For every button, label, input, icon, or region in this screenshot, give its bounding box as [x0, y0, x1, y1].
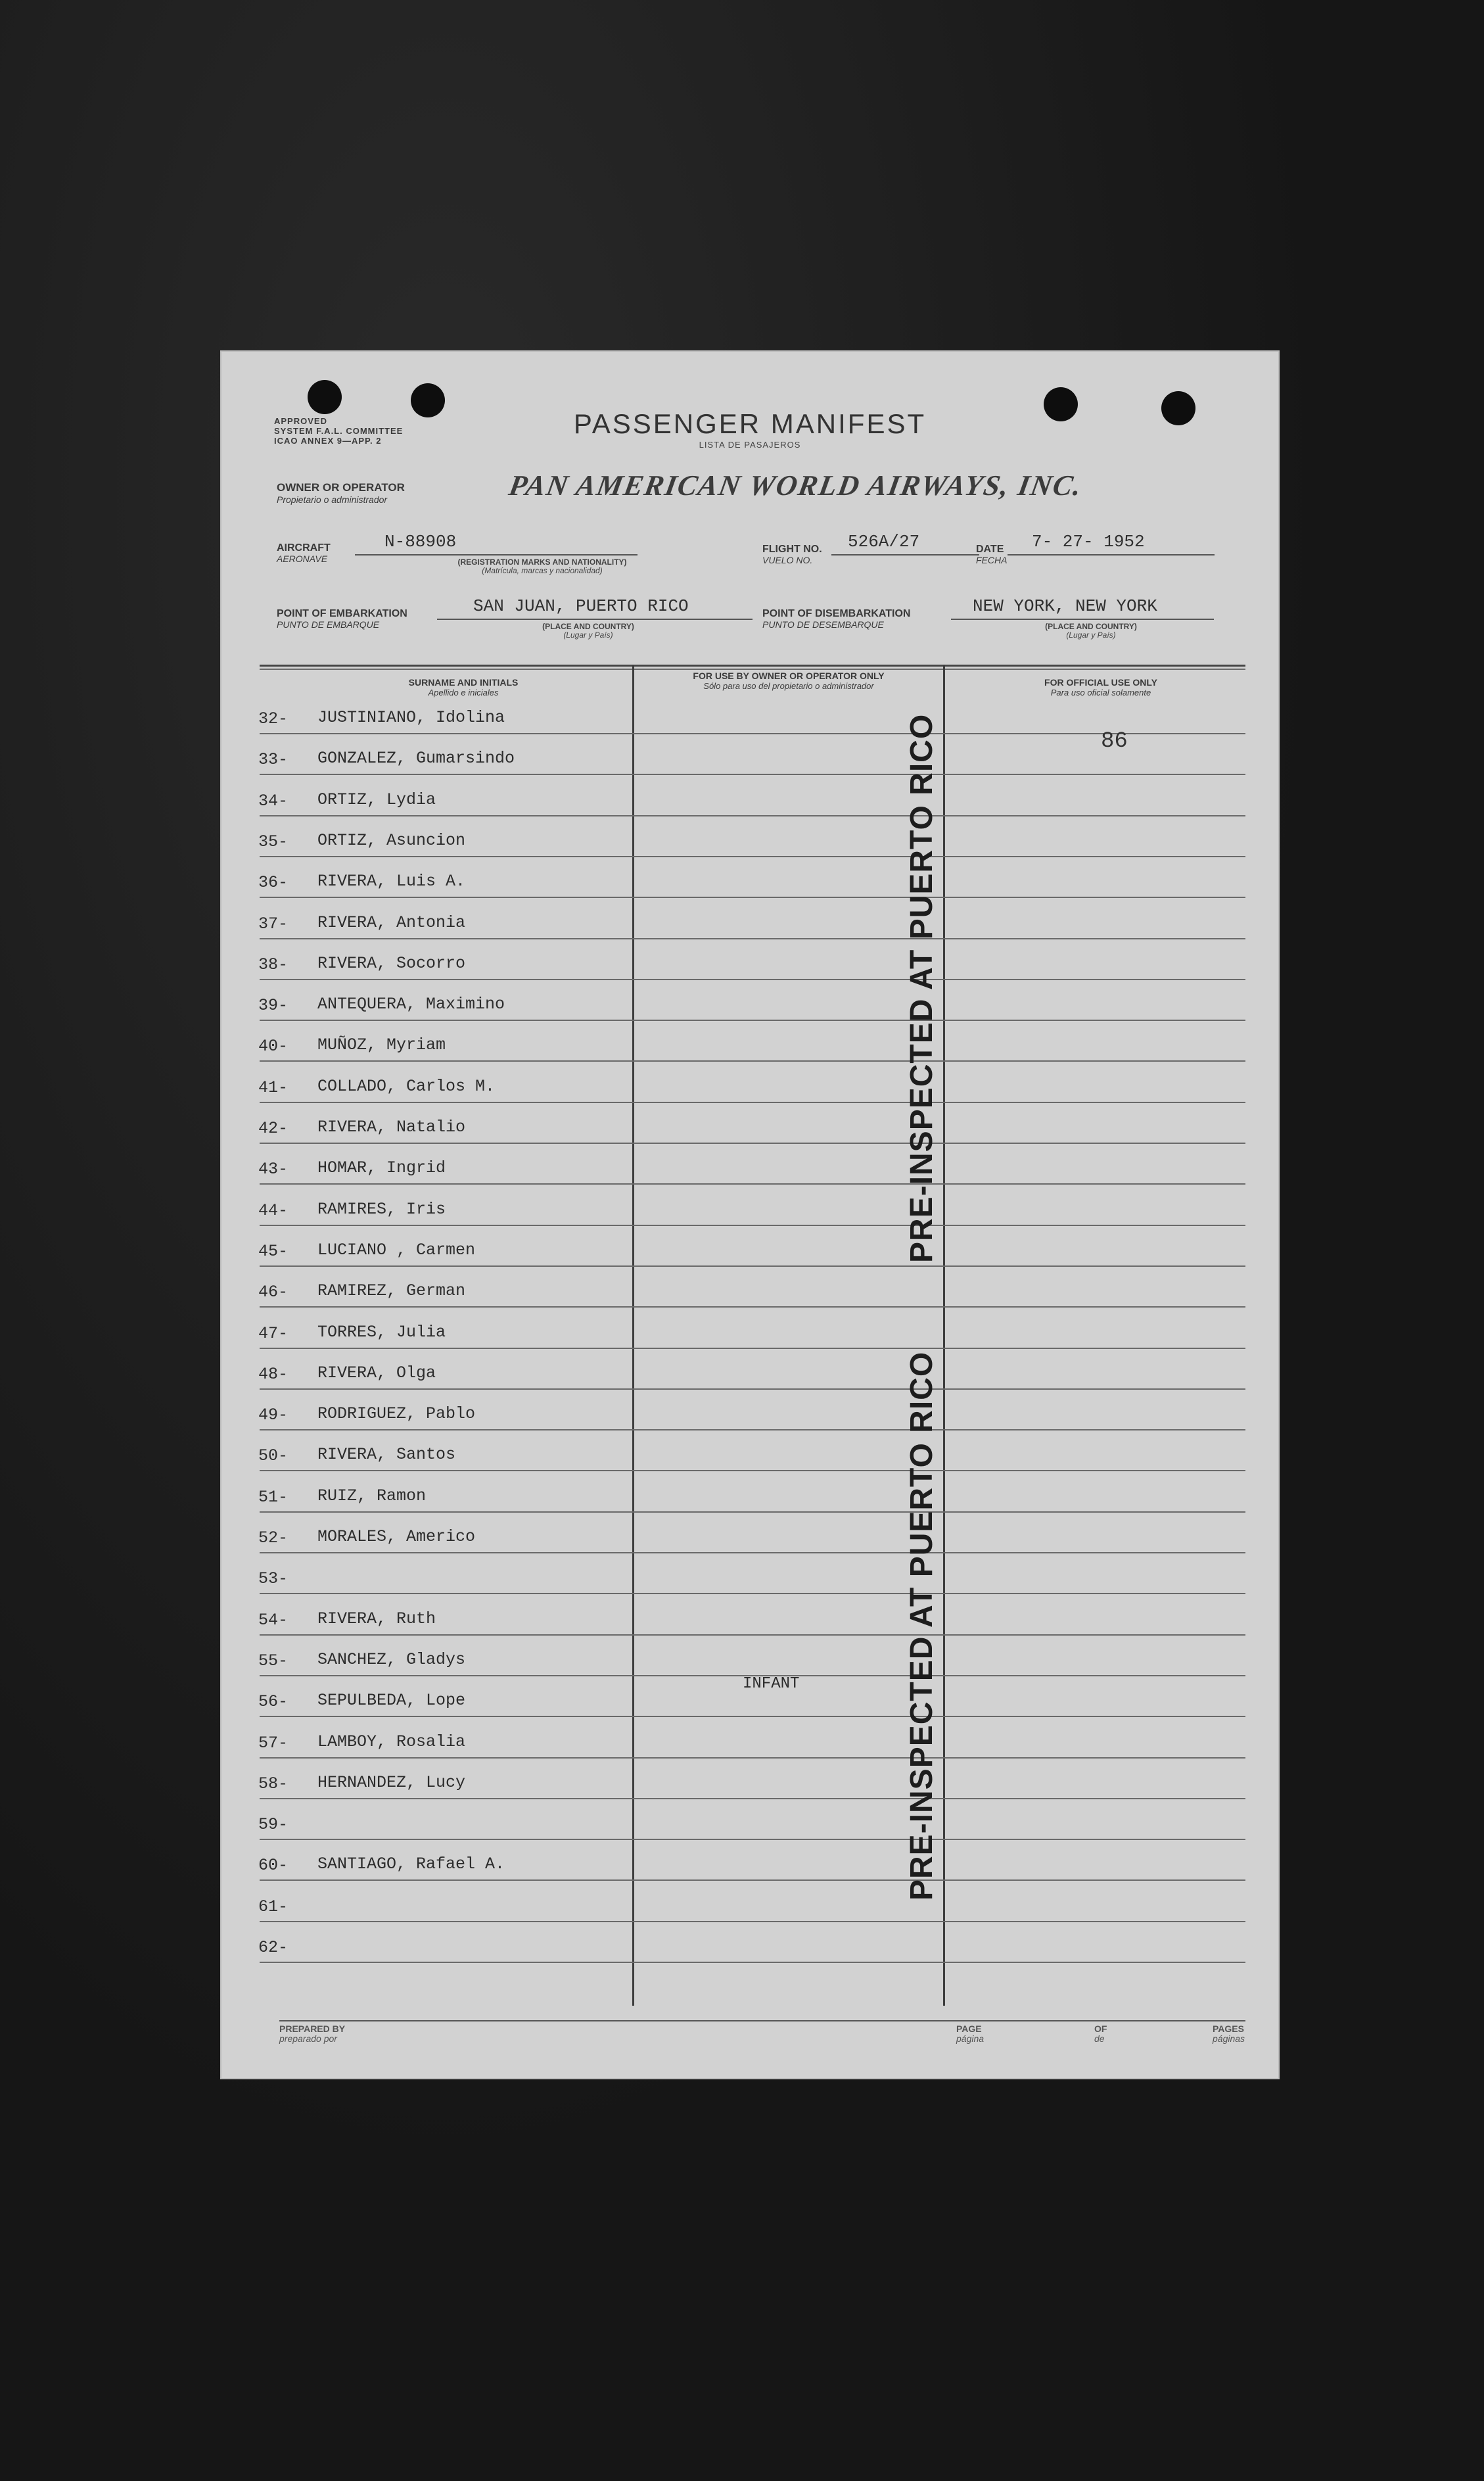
passenger-name: LUCIANO , Carmen [317, 1240, 476, 1260]
page-subtitle: LISTA DE PASAJEROS [699, 440, 801, 450]
row-number: 57- [258, 1734, 289, 1753]
row-rule [260, 1060, 1245, 1062]
passenger-name: COLLADO, Carlos M. [317, 1077, 496, 1096]
embarkation-underline [437, 619, 753, 620]
passenger-name: RUIZ, Ramon [317, 1486, 427, 1505]
manifest-document [220, 350, 1280, 2079]
row-number: 44- [258, 1201, 289, 1220]
row-rule [260, 1593, 1245, 1594]
row-rule [260, 1716, 1245, 1717]
row-number: 56- [258, 1692, 289, 1711]
row-number: 40- [258, 1037, 289, 1056]
page-title: PASSENGER MANIFEST [573, 408, 927, 439]
row-rule [260, 1306, 1245, 1308]
row-number: 37- [258, 914, 289, 933]
table-top-border [260, 665, 1245, 667]
row-number: 39- [258, 996, 289, 1015]
flight-underline [831, 554, 979, 555]
row-rule [260, 979, 1245, 980]
row-number: 34- [258, 792, 289, 811]
passenger-name: RIVERA, Socorro [317, 954, 466, 973]
row-number: 35- [258, 832, 289, 851]
passenger-name: ORTIZ, Asuncion [317, 831, 466, 850]
embarkation-value: SAN JUAN, PUERTO RICO [473, 596, 689, 616]
row-rule [260, 774, 1245, 775]
row-number: 62- [258, 1938, 289, 1957]
row-rule [260, 1552, 1245, 1553]
aircraft-underline [355, 554, 638, 555]
disembarkation-value: NEW YORK, NEW YORK [973, 596, 1157, 616]
passenger-name: MUÑOZ, Myriam [317, 1035, 446, 1054]
disembark-place-caption: (PLACE AND COUNTRY) (Lugar y País) [1045, 622, 1137, 640]
row-number: 45- [258, 1242, 289, 1261]
row-rule [260, 1839, 1245, 1840]
passenger-name: ORTIZ, Lydia [317, 790, 436, 809]
passenger-name: RIVERA, Natalio [317, 1118, 466, 1137]
passenger-name: RIVERA, Luis A. [317, 872, 466, 891]
date-value: 7- 27- 1952 [1032, 532, 1145, 552]
row-rule [260, 1143, 1245, 1144]
row-rule [260, 733, 1245, 734]
row-number: 43- [258, 1160, 289, 1179]
row-number: 51- [258, 1488, 289, 1507]
row-rule [260, 1962, 1245, 1963]
row-number: 48- [258, 1365, 289, 1384]
row-number: 33- [258, 750, 289, 769]
row-number: 42- [258, 1119, 289, 1138]
row-rule [260, 1183, 1245, 1185]
row-number: 53- [258, 1569, 289, 1588]
pages-label: PAGES páginas [1213, 2023, 1245, 2044]
official-column-header: FOR OFFICIAL USE ONLY Para uso oficial solamente [1044, 677, 1157, 697]
row-number: 36- [258, 873, 289, 892]
passenger-name: SANTIAGO, Rafael A. [317, 1855, 505, 1874]
row-rule [260, 1757, 1245, 1759]
passenger-name: JUSTINIANO, Idolina [317, 708, 505, 727]
flight-value: 526A/27 [848, 532, 920, 552]
pre-inspection-stamp: PRE-INSPECTED AT PUERTO RICO [904, 1351, 939, 1901]
passenger-name: RIVERA, Ruth [317, 1609, 436, 1628]
company-name: PAN AMERICAN WORLD AIRWAYS, INC. [506, 469, 1086, 502]
passenger-name: SANCHEZ, Gladys [317, 1650, 466, 1669]
row-rule [260, 1265, 1245, 1267]
passenger-name: SEPULBEDA, Lope [317, 1691, 466, 1710]
passenger-name: RAMIREZ, German [317, 1281, 466, 1300]
owner-note-infant: INFANT [743, 1675, 800, 1693]
official-number: 86 [1101, 729, 1128, 754]
approval-note: APPROVED SYSTEM F.A.L. COMMITTEE ICAO ANNEX 9—APP. 2 [274, 416, 404, 446]
row-number: 55- [258, 1651, 289, 1670]
passenger-name: RIVERA, Santos [317, 1445, 456, 1464]
row-number: 60- [258, 1856, 289, 1875]
registration-caption: (REGISTRATION MARKS AND NATIONALITY) (Matrícula, marcas y nacionalidad) [457, 557, 627, 575]
date-label: DATE FECHA [976, 544, 1008, 565]
passenger-table [260, 665, 1245, 2006]
row-number: 49- [258, 1406, 289, 1425]
passenger-name: TORRES, Julia [317, 1323, 446, 1342]
passenger-name: RIVERA, Antonia [317, 913, 466, 932]
row-rule [260, 856, 1245, 857]
row-rule [260, 1470, 1245, 1471]
prepared-by-label: PREPARED BY preparado por [279, 2023, 346, 2044]
row-number: 38- [258, 955, 289, 974]
row-number: 41- [258, 1078, 289, 1097]
row-rule [260, 1429, 1245, 1430]
row-number: 54- [258, 1611, 289, 1630]
aircraft-value: N-88908 [384, 532, 457, 552]
row-number: 58- [258, 1774, 289, 1793]
row-number: 59- [258, 1815, 289, 1834]
row-rule [260, 1798, 1245, 1799]
date-underline [1008, 554, 1215, 555]
column-divider [632, 665, 634, 2006]
row-rule [260, 1020, 1245, 1021]
flight-label: FLIGHT NO. VUELO NO. [762, 544, 822, 565]
embarkation-label: POINT OF EMBARKATION PUNTO DE EMBARQUE [277, 608, 407, 630]
passenger-name: ANTEQUERA, Maximino [317, 995, 505, 1014]
column-divider [943, 665, 945, 2006]
passenger-name: HOMAR, Ingrid [317, 1158, 446, 1177]
row-number: 52- [258, 1528, 289, 1548]
footer-rule [279, 2020, 1245, 2021]
passenger-name: LAMBOY, Rosalia [317, 1732, 466, 1751]
disembarkation-underline [951, 619, 1214, 620]
row-rule [260, 1388, 1245, 1390]
passenger-name: MORALES, Americo [317, 1527, 476, 1546]
row-rule [260, 1634, 1245, 1636]
pre-inspection-stamp: PRE-INSPECTED AT PUERTO RICO [904, 713, 939, 1263]
row-rule [260, 1102, 1245, 1103]
row-rule [260, 938, 1245, 939]
row-number: 50- [258, 1446, 289, 1465]
row-number: 46- [258, 1283, 289, 1302]
row-rule [260, 1225, 1245, 1226]
row-rule [260, 897, 1245, 898]
row-rule [260, 1348, 1245, 1349]
row-number: 47- [258, 1324, 289, 1343]
embark-place-caption: (PLACE AND COUNTRY) (Lugar y País) [542, 622, 634, 640]
row-rule [260, 815, 1245, 816]
table-top-border [260, 669, 1245, 670]
surname-column-header: SURNAME AND INITIALS Apellido e iniciales [408, 677, 519, 697]
owner-column-header: FOR USE BY OWNER OR OPERATOR ONLY Sólo para uso del propietario o administrador [693, 671, 885, 691]
row-rule [260, 1879, 1245, 1881]
of-label: OF de [1094, 2023, 1107, 2044]
disembarkation-label: POINT OF DISEMBARKATION PUNTO DE DESEMBARQUE [762, 608, 911, 630]
row-number: 61- [258, 1897, 289, 1916]
aircraft-label: AIRCRAFT AERONAVE [277, 542, 331, 564]
passenger-name: RAMIRES, Iris [317, 1200, 446, 1219]
passenger-name: HERNANDEZ, Lucy [317, 1773, 466, 1792]
row-number: 32- [258, 709, 289, 728]
row-rule [260, 1921, 1245, 1922]
owner-label: OWNER OR OPERATOR Propietario o administrador [277, 481, 405, 505]
passenger-name: GONZALEZ, Gumarsindo [317, 749, 515, 768]
page-label: PAGE página [956, 2023, 985, 2044]
row-rule [260, 1511, 1245, 1513]
passenger-name: RODRIGUEZ, Pablo [317, 1404, 476, 1423]
passenger-name: RIVERA, Olga [317, 1363, 436, 1382]
